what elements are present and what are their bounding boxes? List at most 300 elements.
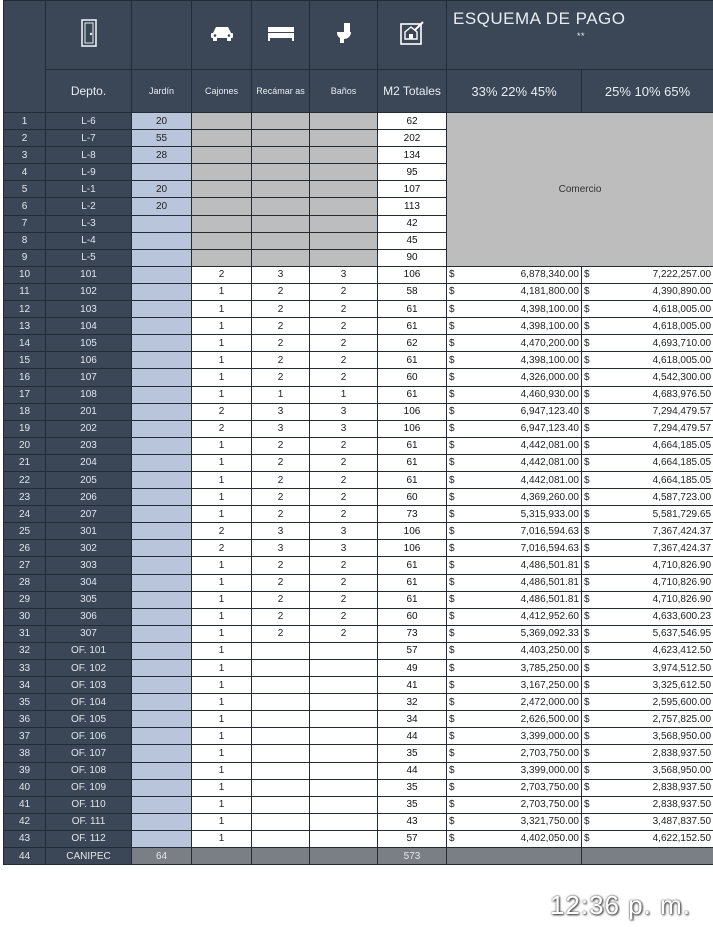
jardin-cell — [132, 489, 192, 506]
currency-symbol: $ — [449, 782, 455, 794]
cajones-cell: 1 — [192, 728, 252, 745]
cajones-cell: 1 — [192, 489, 252, 506]
col-header-jardin: Jardín — [132, 70, 192, 113]
banos-cell — [310, 813, 378, 830]
m2-cell: 34 — [378, 711, 447, 728]
banos-cell: 2 — [310, 335, 378, 352]
currency-symbol: $ — [584, 559, 590, 571]
jardin-cell — [132, 266, 192, 283]
comercio-cell: Comercio — [447, 113, 713, 267]
price-cell-a — [447, 369, 582, 386]
m2-cell: 61 — [378, 454, 447, 471]
row-number: 39 — [4, 762, 46, 779]
row-number: 24 — [4, 506, 46, 523]
row-number: 40 — [4, 779, 46, 796]
jardin-cell: 20 — [132, 198, 192, 215]
m2-cell: 35 — [378, 779, 447, 796]
banos-cell: 2 — [310, 369, 378, 386]
depto-cell: 201 — [46, 403, 132, 420]
m2-cell: 106 — [378, 420, 447, 437]
cajones-cell: 1 — [192, 745, 252, 762]
table-row — [4, 830, 713, 847]
jardin-cell — [132, 471, 192, 488]
price-cell-a — [447, 574, 582, 591]
jardin-cell — [132, 318, 192, 335]
recamaras-cell — [252, 728, 310, 745]
row-number: 14 — [4, 335, 46, 352]
m2-cell: 106 — [378, 523, 447, 540]
price-amount: 3,167,250.00 — [520, 679, 579, 691]
price-amount: 4,442,081.00 — [520, 440, 579, 452]
row-number: 19 — [4, 420, 46, 437]
row-number: 35 — [4, 694, 46, 711]
depto-cell: 205 — [46, 471, 132, 488]
price-cell-a — [447, 454, 582, 471]
price-amount: 6,878,340.00 — [520, 269, 579, 281]
recamaras-cell: 1 — [252, 386, 310, 403]
col-header-scheme-a: 33% 22% 45% — [447, 70, 582, 113]
banos-cell: 2 — [310, 591, 378, 608]
price-cell-b — [582, 386, 713, 403]
price-amount: 4,618,005.00 — [652, 320, 712, 332]
row-number: 11 — [4, 283, 46, 300]
m2-cell: 49 — [378, 660, 447, 677]
banos-cell: 2 — [310, 608, 378, 625]
cajones-cell: 1 — [192, 694, 252, 711]
table-row — [4, 523, 713, 540]
price-amount: 4,369,260.00 — [520, 491, 579, 503]
row-number: 7 — [4, 215, 46, 232]
price-amount: 4,326,000.00 — [520, 371, 579, 383]
banos-cell — [310, 728, 378, 745]
price-amount: 7,294,479.57 — [652, 406, 712, 418]
m2-cell: 41 — [378, 677, 447, 694]
cajones-cell: 1 — [192, 660, 252, 677]
jardin-cell: 20 — [132, 113, 192, 130]
recamaras-cell — [252, 796, 310, 813]
row-number: 4 — [4, 164, 46, 181]
price-amount: 4,542,300.00 — [652, 371, 712, 383]
row-number: 37 — [4, 728, 46, 745]
jardin-cell: 20 — [132, 181, 192, 198]
depto-cell: OF. 108 — [46, 762, 132, 779]
recamaras-cell — [252, 147, 310, 164]
currency-symbol: $ — [449, 525, 455, 537]
price-cell-a — [447, 301, 582, 318]
m2-cell: 113 — [378, 198, 447, 215]
depto-icon-cell — [46, 1, 132, 70]
recamaras-cell: 2 — [252, 352, 310, 369]
banos-cell — [310, 147, 378, 164]
jardin-cell — [132, 642, 192, 659]
depto-cell: L-6 — [46, 113, 132, 130]
price-cell-b — [582, 677, 713, 694]
depto-cell: OF. 104 — [46, 694, 132, 711]
depto-cell: OF. 111 — [46, 813, 132, 830]
col-header-m2: M2 Totales — [378, 70, 447, 113]
depto-cell: OF. 109 — [46, 779, 132, 796]
table-row — [4, 694, 713, 711]
col-header-recamaras: Recámar as — [252, 70, 310, 113]
price-cell-a — [447, 608, 582, 625]
price-amount: 4,470,200.00 — [520, 337, 579, 349]
cajones-cell: 1 — [192, 335, 252, 352]
currency-symbol: $ — [584, 628, 590, 640]
cajones-cell: 2 — [192, 523, 252, 540]
m2-cell: 61 — [378, 437, 447, 454]
m2-cell: 106 — [378, 266, 447, 283]
table-row — [4, 489, 713, 506]
price-cell-a — [447, 694, 582, 711]
row-number: 41 — [4, 796, 46, 813]
m2-cell: 43 — [378, 813, 447, 830]
m2-cell: 95 — [378, 164, 447, 181]
table-row — [4, 113, 713, 130]
cajones-cell: 1 — [192, 437, 252, 454]
depto-cell: 306 — [46, 608, 132, 625]
price-cell-b — [582, 779, 713, 796]
jardin-cell — [132, 779, 192, 796]
price-cell-b — [582, 403, 713, 420]
cajones-cell: 1 — [192, 471, 252, 488]
recamaras-cell — [252, 779, 310, 796]
m2-cell: 60 — [378, 369, 447, 386]
banos-cell — [310, 677, 378, 694]
cajones-cell — [192, 198, 252, 215]
price-amount: 4,618,005.00 — [652, 354, 712, 366]
currency-symbol: $ — [449, 406, 455, 418]
price-amount: 4,390,890.00 — [652, 286, 712, 298]
table-row — [4, 386, 713, 403]
jardin-cell — [132, 506, 192, 523]
currency-symbol: $ — [584, 423, 590, 435]
price-cell-a — [447, 335, 582, 352]
jardin-cell — [132, 301, 192, 318]
price-amount: 2,703,750.00 — [520, 799, 579, 811]
price-cell-b — [582, 694, 713, 711]
recamaras-cell — [252, 164, 310, 181]
banos-icon-cell — [310, 1, 378, 70]
cajones-cell: 1 — [192, 762, 252, 779]
banos-cell — [310, 779, 378, 796]
row-number: 26 — [4, 540, 46, 557]
recamaras-cell: 2 — [252, 506, 310, 523]
currency-symbol: $ — [584, 662, 590, 674]
table-row — [4, 283, 713, 300]
cajones-cell: 1 — [192, 796, 252, 813]
row-number: 38 — [4, 745, 46, 762]
depto-cell: L-1 — [46, 181, 132, 198]
cajones-cell: 1 — [192, 301, 252, 318]
depto-cell: L-9 — [46, 164, 132, 181]
depto-cell: 302 — [46, 540, 132, 557]
recamaras-cell — [252, 249, 310, 266]
table-row — [4, 608, 713, 625]
depto-cell: L-8 — [46, 147, 132, 164]
banos-cell: 2 — [310, 352, 378, 369]
price-cell-a — [447, 677, 582, 694]
currency-symbol: $ — [449, 269, 455, 281]
row-number: 31 — [4, 625, 46, 642]
banos-cell: 2 — [310, 318, 378, 335]
cajones-cell: 2 — [192, 403, 252, 420]
currency-symbol: $ — [449, 628, 455, 640]
price-cell-b — [582, 266, 713, 283]
currency-symbol: $ — [584, 594, 590, 606]
price-amount: 3,321,750.00 — [520, 816, 579, 828]
currency-symbol: $ — [449, 389, 455, 401]
currency-symbol: $ — [584, 542, 590, 554]
row-number: 15 — [4, 352, 46, 369]
recamaras-cell — [252, 181, 310, 198]
currency-symbol: $ — [584, 782, 590, 794]
cajones-cell: 1 — [192, 711, 252, 728]
price-amount: 4,710,826.90 — [652, 577, 712, 589]
icon-header-row — [4, 1, 713, 70]
price-cell-b — [582, 454, 713, 471]
recamaras-cell — [252, 215, 310, 232]
table-body — [4, 113, 713, 865]
payment-scheme-subtitle: ** — [577, 31, 586, 41]
table-row — [4, 301, 713, 318]
price-amount: 3,785,250.00 — [520, 662, 579, 674]
banos-cell: 3 — [310, 523, 378, 540]
price-table — [3, 0, 713, 865]
cajones-cell: 1 — [192, 352, 252, 369]
banos-cell — [310, 642, 378, 659]
recamaras-cell — [252, 762, 310, 779]
cajones-cell: 1 — [192, 830, 252, 847]
recamaras-cell: 3 — [252, 420, 310, 437]
table-row — [4, 591, 713, 608]
m2-cell: 106 — [378, 403, 447, 420]
payment-scheme-title-text: ESQUEMA DE PAGO — [453, 9, 626, 28]
price-cell-b — [582, 540, 713, 557]
banos-cell: 2 — [310, 437, 378, 454]
jardin-cell — [132, 796, 192, 813]
price-amount: 2,703,750.00 — [520, 782, 579, 794]
depto-cell: OF. 103 — [46, 677, 132, 694]
depto-cell: 203 — [46, 437, 132, 454]
cajones-cell: 1 — [192, 369, 252, 386]
col-header-scheme-b: 25% 10% 65% — [582, 70, 713, 113]
row-number: 20 — [4, 437, 46, 454]
row-number: 8 — [4, 232, 46, 249]
price-cell-a — [447, 660, 582, 677]
cajones-cell: 1 — [192, 386, 252, 403]
price-amount: 4,693,710.00 — [652, 337, 712, 349]
recamaras-cell — [252, 198, 310, 215]
currency-symbol: $ — [449, 559, 455, 571]
price-amount: 4,442,081.00 — [520, 474, 579, 486]
cajones-cell — [192, 249, 252, 266]
currency-symbol: $ — [584, 765, 590, 777]
table-row — [4, 540, 713, 557]
price-amount: 4,622,152.50 — [652, 833, 712, 845]
table-row — [4, 574, 713, 591]
price-cell-b — [582, 642, 713, 659]
price-cell-b — [582, 523, 713, 540]
row-number: 44 — [4, 848, 46, 865]
house-measure-icon — [399, 20, 425, 46]
recamaras-cell: 2 — [252, 625, 310, 642]
table-row — [4, 813, 713, 830]
currency-symbol: $ — [584, 713, 590, 725]
price-amount: 7,294,479.57 — [652, 423, 712, 435]
price-cell-a — [447, 745, 582, 762]
table-row — [4, 762, 713, 779]
currency-symbol: $ — [449, 423, 455, 435]
table-row — [4, 557, 713, 574]
table-row — [4, 848, 713, 865]
price-amount: 2,626,500.00 — [520, 713, 579, 725]
recamaras-cell: 2 — [252, 369, 310, 386]
m2-cell: 44 — [378, 728, 447, 745]
currency-symbol: $ — [584, 525, 590, 537]
currency-symbol: $ — [449, 611, 455, 623]
currency-symbol: $ — [584, 611, 590, 623]
row-number: 34 — [4, 677, 46, 694]
price-amount: 7,367,424.37 — [652, 525, 712, 537]
currency-symbol: $ — [449, 337, 455, 349]
price-cell-a — [447, 403, 582, 420]
jardin-cell — [132, 523, 192, 540]
currency-symbol: $ — [449, 645, 455, 657]
jardin-cell — [132, 711, 192, 728]
banos-cell — [310, 113, 378, 130]
table-row — [4, 471, 713, 488]
price-cell-b — [582, 711, 713, 728]
m2-cell: 73 — [378, 506, 447, 523]
currency-symbol: $ — [584, 730, 590, 742]
col-header-cajones: Cajones — [192, 70, 252, 113]
row-number: 12 — [4, 301, 46, 318]
price-cell-a — [447, 266, 582, 283]
row-number: 21 — [4, 454, 46, 471]
price-amount: 4,587,723.00 — [652, 491, 712, 503]
m2-cell: 35 — [378, 796, 447, 813]
m2-cell: 57 — [378, 642, 447, 659]
currency-symbol: $ — [449, 474, 455, 486]
price-amount: 4,442,081.00 — [520, 457, 579, 469]
currency-symbol: $ — [584, 406, 590, 418]
price-amount: 2,595,600.00 — [652, 696, 712, 708]
jardin-cell — [132, 591, 192, 608]
m2-cell: 42 — [378, 215, 447, 232]
currency-symbol: $ — [584, 457, 590, 469]
currency-symbol: $ — [449, 457, 455, 469]
row-number: 9 — [4, 249, 46, 266]
recamaras-cell — [252, 660, 310, 677]
price-cell-b — [582, 745, 713, 762]
banos-cell — [310, 660, 378, 677]
currency-symbol: $ — [584, 645, 590, 657]
price-amount: 4,398,100.00 — [520, 303, 579, 315]
price-amount: 3,325,612.50 — [652, 679, 712, 691]
m2-cell: 61 — [378, 318, 447, 335]
table-row — [4, 728, 713, 745]
price-amount: 3,399,000.00 — [520, 765, 579, 777]
price-cell-a — [447, 506, 582, 523]
depto-cell: OF. 107 — [46, 745, 132, 762]
row-number: 16 — [4, 369, 46, 386]
m2-cell: 73 — [378, 625, 447, 642]
jardin-cell — [132, 660, 192, 677]
cajones-cell: 1 — [192, 318, 252, 335]
row-number: 36 — [4, 711, 46, 728]
price-cell-b — [582, 625, 713, 642]
row-number: 43 — [4, 830, 46, 847]
m2-cell: 61 — [378, 352, 447, 369]
price-amount: 4,683,976.50 — [652, 389, 712, 401]
m2-cell: 44 — [378, 762, 447, 779]
m2-cell: 61 — [378, 574, 447, 591]
m2-cell: 61 — [378, 591, 447, 608]
price-amount: 2,838,937.50 — [652, 799, 712, 811]
price-cell-a — [447, 557, 582, 574]
banos-cell: 1 — [310, 386, 378, 403]
recamaras-cell — [252, 113, 310, 130]
jardin-cell — [132, 335, 192, 352]
price-amount: 5,315,933.00 — [520, 508, 579, 520]
jardin-cell — [132, 403, 192, 420]
jardin-cell — [132, 677, 192, 694]
m2-cell: 202 — [378, 130, 447, 147]
price-cell-b — [582, 437, 713, 454]
car-icon — [209, 24, 235, 42]
depto-cell: 307 — [46, 625, 132, 642]
depto-cell: 304 — [46, 574, 132, 591]
cajones-cell: 1 — [192, 608, 252, 625]
row-number: 10 — [4, 266, 46, 283]
price-amount: 2,472,000.00 — [520, 696, 579, 708]
label-header-row — [4, 70, 713, 113]
depto-cell: 108 — [46, 386, 132, 403]
row-number: 2 — [4, 130, 46, 147]
price-cell-a — [447, 830, 582, 847]
currency-symbol: $ — [449, 594, 455, 606]
price-cell-b — [582, 796, 713, 813]
row-number: 13 — [4, 318, 46, 335]
price-amount: 4,412,952.60 — [520, 611, 579, 623]
price-cell-a — [447, 489, 582, 506]
cajones-cell: 1 — [192, 677, 252, 694]
jardin-cell — [132, 540, 192, 557]
jardin-cell: 28 — [132, 147, 192, 164]
currency-symbol: $ — [584, 679, 590, 691]
price-cell-b — [582, 318, 713, 335]
price-amount: 3,568,950.00 — [652, 765, 712, 777]
m2-cell: 57 — [378, 830, 447, 847]
price-cell-a — [447, 523, 582, 540]
row-number: 23 — [4, 489, 46, 506]
depto-cell: 106 — [46, 352, 132, 369]
price-cell-b — [582, 762, 713, 779]
price-cell-b — [582, 848, 713, 865]
m2-cell: 45 — [378, 232, 447, 249]
cajones-cell — [192, 848, 252, 865]
table-row — [4, 642, 713, 659]
recamaras-cell: 3 — [252, 266, 310, 283]
price-cell-b — [582, 489, 713, 506]
price-cell-b — [582, 283, 713, 300]
recamaras-cell: 2 — [252, 301, 310, 318]
currency-symbol: $ — [449, 679, 455, 691]
currency-symbol: $ — [449, 799, 455, 811]
recamaras-cell: 2 — [252, 471, 310, 488]
currency-symbol: $ — [584, 508, 590, 520]
cajones-cell — [192, 232, 252, 249]
